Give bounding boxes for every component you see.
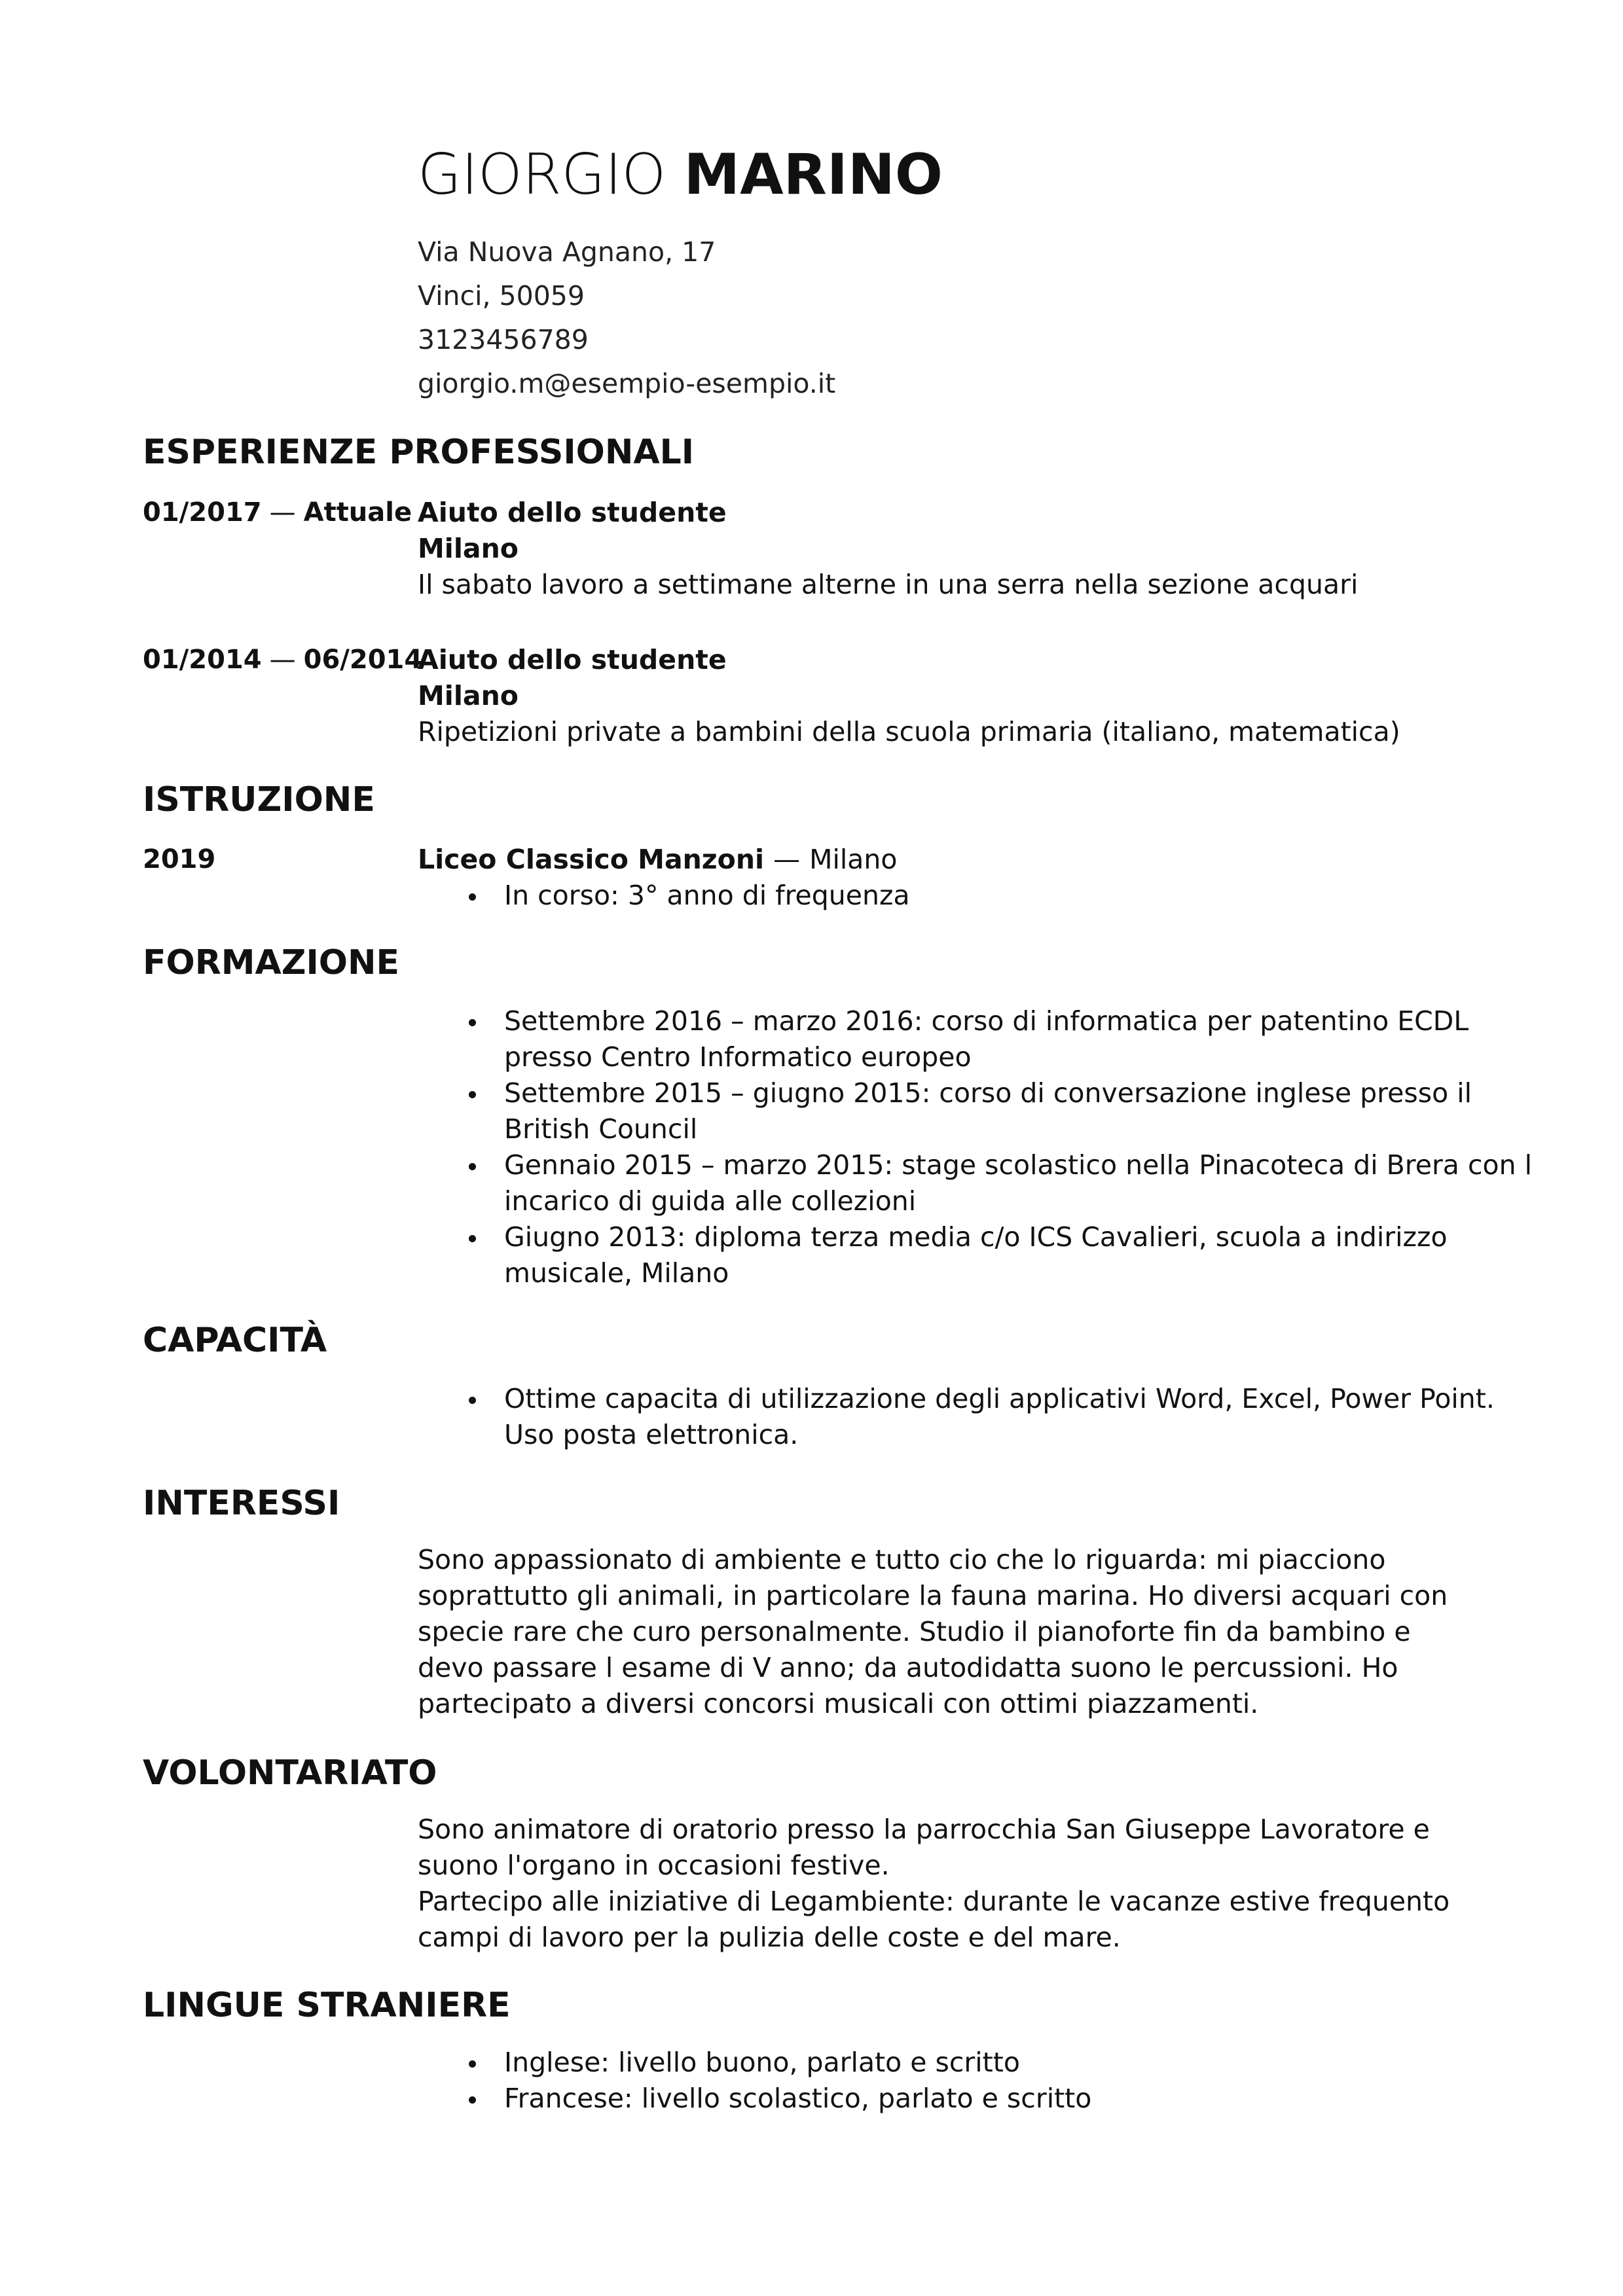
list-item: Settembre 2015 – giugno 2015: corso di conversazione inglese presso il British Council bbox=[504, 1075, 1552, 1147]
date-dash: — bbox=[773, 844, 801, 875]
interests-text: Sono appassionato di ambiente e tutto cio che lo riguarda: mi piacciono soprattutto gli animali, in particolare la fauna marina. Ho diversi acquari con specie rare che curo personalmente. Studio il pianoforte fin da bambino e devo passare l esame di V anno; da autodidatta suono le percussioni. Ho partecipato a diversi concorsi musicali con ottimi piazzamenti. bbox=[418, 1544, 1448, 1719]
education-1-bullets bbox=[418, 878, 1552, 914]
section-heading-training: FORMAZIONE bbox=[143, 943, 400, 982]
list-item: Gennaio 2015 – marzo 2015: stage scolastico nella Pinacoteca di Brera con l incarico di guida alle collezioni bbox=[504, 1147, 1552, 1219]
date-dash: — bbox=[269, 645, 296, 675]
list-item: Settembre 2016 – marzo 2016: corso di informatica per patentino ECDL presso Centro Informatico europeo bbox=[504, 1003, 1552, 1075]
volunteering-text bbox=[418, 1812, 1478, 1956]
candidate-name bbox=[418, 139, 943, 211]
volunteering-paragraph: Partecipo alle iniziative di Legambiente: durante le vacanze estive frequento campi di lavoro per la pulizia delle coste e del mare. bbox=[418, 1886, 1450, 1953]
experience-2-place: Milano bbox=[418, 680, 519, 711]
experience-2-role: Aiuto dello studente bbox=[418, 644, 727, 675]
experience-1-end: Attuale bbox=[303, 497, 412, 528]
experience-1-start: 01/2017 bbox=[143, 497, 262, 528]
experience-2 bbox=[418, 642, 1478, 750]
education-1-city: Milano bbox=[809, 844, 898, 875]
address: Via Nuova Agnano, 17 bbox=[418, 236, 716, 268]
section-heading-languages: LINGUE STRANIERE bbox=[143, 1986, 511, 2025]
experience-2-end: 06/2014 bbox=[303, 645, 423, 675]
date-dash: — bbox=[269, 497, 296, 528]
email: giorgio.m@esempio-esempio.it bbox=[418, 368, 836, 399]
list-item: Inglese: livello buono, parlato e scritto bbox=[504, 2045, 1552, 2081]
city: Vinci, 50059 bbox=[418, 280, 585, 312]
section-heading-skills: CAPACITÀ bbox=[143, 1321, 327, 1360]
languages-list bbox=[418, 2045, 1552, 2117]
section-heading-experience: ESPERIENZE PROFESSIONALI bbox=[143, 433, 695, 472]
education-1-school: Liceo Classico Manzoni bbox=[418, 844, 765, 875]
last-name: MARINO bbox=[684, 142, 943, 207]
first-name: GIORGIO bbox=[418, 142, 666, 207]
training-list bbox=[418, 1003, 1552, 1291]
experience-2-dates bbox=[143, 642, 422, 678]
experience-1-role: Aiuto dello studente bbox=[418, 497, 727, 528]
section-heading-education: ISTRUZIONE bbox=[143, 780, 375, 819]
experience-2-description: Ripetizioni private a bambini della scuola primaria (italiano, matematica) bbox=[418, 716, 1400, 747]
experience-2-start: 01/2014 bbox=[143, 645, 262, 675]
contact-info bbox=[418, 230, 835, 406]
education-1-year: 2019 bbox=[143, 844, 216, 874]
education-1 bbox=[418, 842, 1478, 878]
list-item: Giugno 2013: diploma terza media c/o ICS Cavalieri, scuola a indirizzo musicale, Milano bbox=[504, 1219, 1552, 1291]
phone: 3123456789 bbox=[418, 324, 589, 355]
section-heading-interests: INTERESSI bbox=[143, 1484, 340, 1523]
list-item: In corso: 3° anno di frequenza bbox=[504, 878, 1552, 914]
volunteering-paragraph: Sono animatore di oratorio presso la parrocchia San Giuseppe Lavoratore e suono l'organo in occasioni festive. bbox=[418, 1814, 1430, 1881]
list-item: Ottime capacita di utilizzazione degli applicativi Word, Excel, Power Point. Uso posta elettronica. bbox=[504, 1381, 1552, 1453]
section-heading-volunteering: VOLONTARIATO bbox=[143, 1753, 437, 1793]
experience-1 bbox=[418, 495, 1478, 603]
experience-1-place: Milano bbox=[418, 533, 519, 564]
experience-1-dates bbox=[143, 495, 412, 531]
list-item: Francese: livello scolastico, parlato e scritto bbox=[504, 2081, 1552, 2117]
experience-1-description: Il sabato lavoro a settimane alterne in una serra nella sezione acquari bbox=[418, 569, 1359, 600]
skills-list bbox=[418, 1381, 1552, 1453]
